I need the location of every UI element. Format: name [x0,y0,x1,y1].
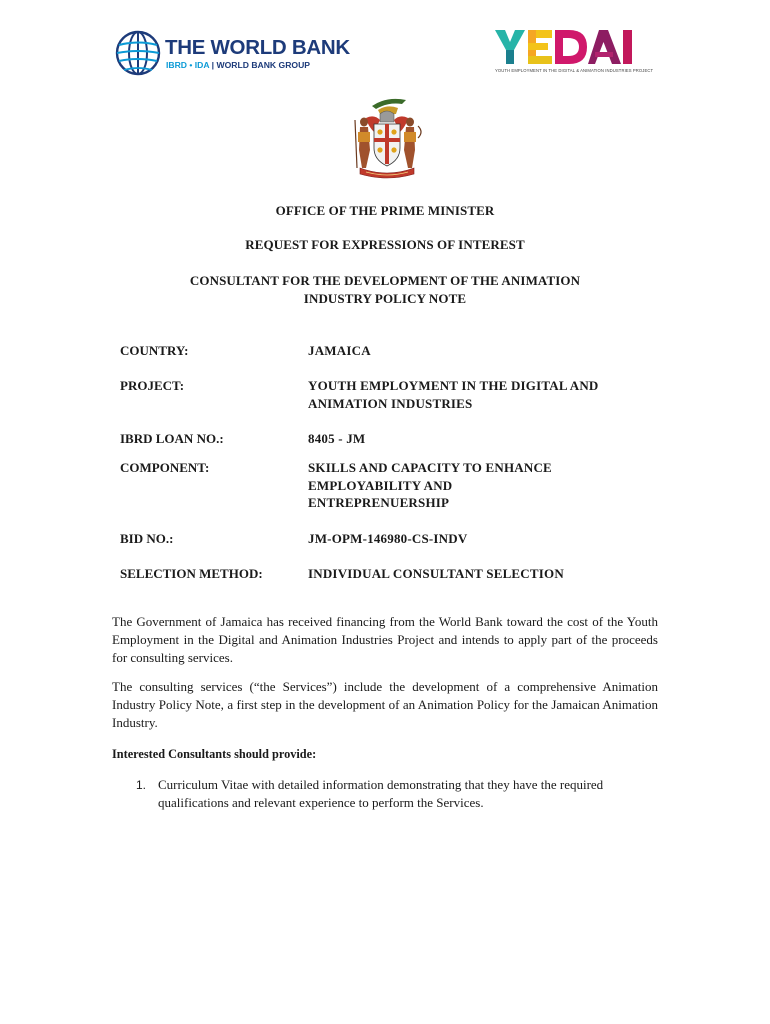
method-value: INDIVIDUAL CONSULTANT SELECTION [308,566,564,581]
request-heading: REQUEST FOR EXPRESSIONS OF INTEREST [245,237,525,252]
project-label: PROJECT: [120,378,185,393]
world-bank-group-text: WORLD BANK GROUP [216,60,311,70]
world-bank-subtitle [166,60,310,70]
project-value: YOUTH EMPLOYMENT IN THE DIGITAL AND ANIMATION INDUSTRIES [308,378,599,411]
country-value: JAMAICA [308,343,371,358]
bid-value: JM-OPM-146980-CS-INDV [308,531,468,546]
bid-label: BID NO.: [120,531,174,546]
globe-icon [115,30,161,76]
loan-label: IBRD LOAN NO.: [120,431,224,446]
country-label: COUNTRY: [120,343,189,358]
yedai-letters-icon [495,28,645,68]
yedai-tagline: YOUTH EMPLOYMENT IN THE DIGITAL & ANIMATION INDUSTRIES PROJECT [495,68,654,73]
loan-value: 8405 - JM [308,431,366,446]
consultant-heading [0,272,770,308]
list-item-text: Curriculum Vitae with detailed information demonstrating that they have the required qualifications and relevant experience to perform the Services. [158,777,604,810]
provide-heading: Interested Consultants should provide: [112,747,317,761]
coat-of-arms-icon [344,92,430,182]
financing-paragraph: The Government of Jamaica has received financing from the World Bank toward the cost of the Youth Employment in the Digital and Animation Industries Project and intends to apply part of the proceeds for consulting services. [112,614,658,665]
separator: | [209,60,217,70]
office-heading: OFFICE OF THE PRIME MINISTER [275,203,495,218]
method-label: SELECTION METHOD: [120,566,263,581]
component-value: SKILLS AND CAPACITY TO ENHANCE EMPLOYABILITY AND ENTREPRENUERSHIP [308,460,552,510]
services-paragraph: The consulting services (“the Services”) include the development of a comprehensive Animation Industry Policy Note, a first step in the development of an Animation Policy for the Jamaican Animation Industry. [112,679,658,730]
list-item-number: 1. [136,778,147,792]
component-label: COMPONENT: [120,460,210,475]
world-bank-logo [115,30,350,78]
yedai-logo [495,28,654,78]
world-bank-title: THE WORLD BANK [165,36,350,59]
consultant-heading-line1: CONSULTANT FOR THE DEVELOPMENT OF THE ANIMATION [189,273,581,288]
consultant-heading-line2: INDUSTRY POLICY NOTE [303,291,467,306]
ibrd-ida-text: IBRD • IDA [166,60,210,70]
